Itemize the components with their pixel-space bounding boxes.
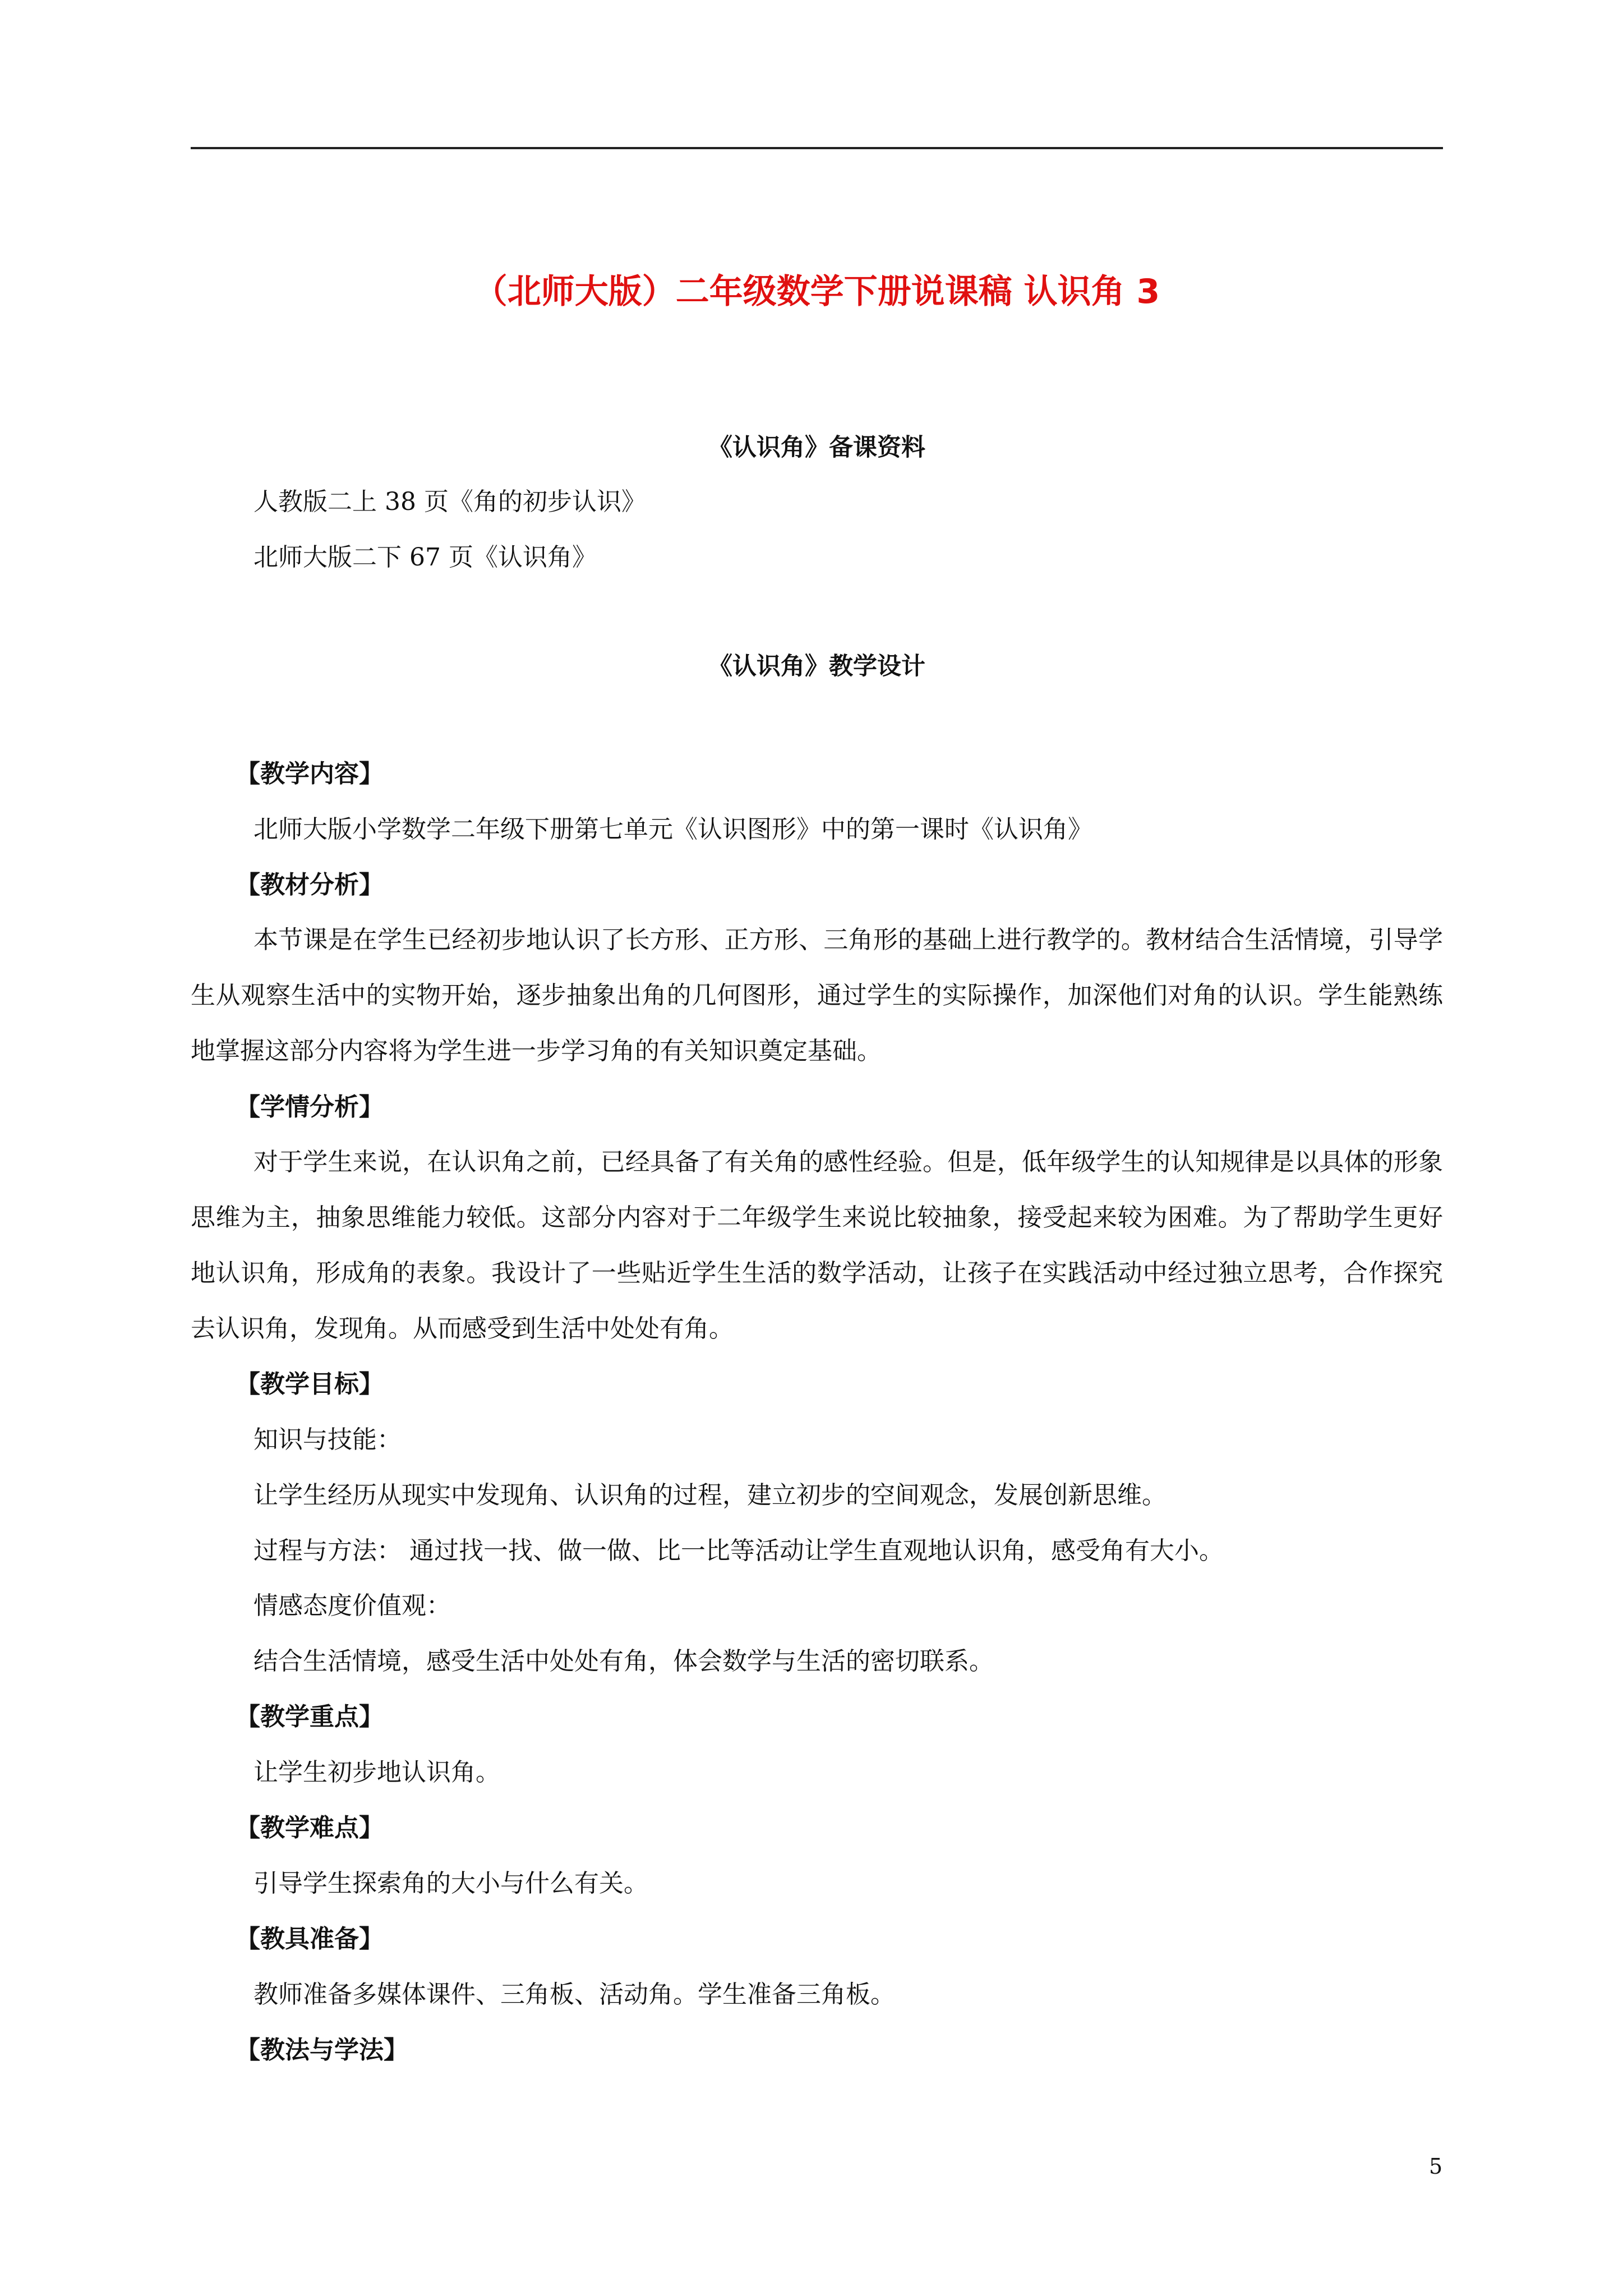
learner-paragraph: 对于学生来说，在认识角之前，已经具备了有关角的感性经验。但是，低年级学生的认知规律是以具体的形象思维为主，抽象思维能力较低。这部分内容对于二年级学生来说比较抽象，接受起来较为困难。为了帮助学生更好地认识角，形成角的表象。我设计了一些贴近学生生活的数学活动，让孩子在实践活动中经过独立思考，合作探究去认识角，发现角。从而感受到生活中处处有角。	[191, 1148, 1443, 1343]
materials-text: 教师准备多媒体课件、三角板、活动角。学生准备三角板。	[253, 1980, 895, 2009]
key-point-text: 让学生初步地认识角。	[253, 1758, 500, 1787]
section-heading-goals: 【教学目标】	[236, 1370, 384, 1398]
section-heading-key-point: 【教学重点】	[236, 1703, 384, 1731]
section-heading-learner: 【学情分析】	[236, 1093, 384, 1121]
section-heading-materials: 【教具准备】	[236, 1925, 384, 1953]
goal-line: 情感态度价值观：	[253, 1591, 451, 1620]
header-rule	[191, 147, 1443, 149]
prep-materials-heading: 《认识角》备课资料	[708, 434, 925, 462]
goal-line: 过程与方法： 通过找一找、做一做、比一比等活动让学生直观地认识角，感受角有大小。	[253, 1536, 1224, 1565]
content-text: 北师大版小学数学二年级下册第七单元《认识图形》中的第一课时《认识角》	[253, 815, 1092, 844]
goal-line: 让学生经历从现实中发现角、认识角的过程，建立初步的空间观念，发展创新思维。	[253, 1481, 1166, 1510]
goal-line: 结合生活情境，感受生活中处处有角，体会数学与生活的密切联系。	[253, 1647, 994, 1676]
teaching-design-heading: 《认识角》教学设计	[708, 652, 925, 680]
difficulty-text: 引导学生探索角的大小与什么有关。	[253, 1869, 648, 1898]
analysis-paragraph: 本节课是在学生已经初步地认识了长方形、正方形、三角形的基础上进行教学的。教材结合生活情境，引导学生从观察生活中的实物开始，逐步抽象出角的几何图形，通过学生的实际操作，加深他们对角的认识。学生能熟练地掌握这部分内容将为学生进一步学习角的有关知识奠定基础。	[191, 926, 1443, 1065]
prep-line-bnu: 北师大版二下 67 页《认识角》	[253, 543, 597, 572]
document-title: （北师大版）二年级数学下册说课稿 认识角 3	[473, 272, 1160, 311]
page-number: 5	[1429, 2154, 1443, 2179]
goal-line: 知识与技能：	[253, 1425, 402, 1454]
section-heading-analysis: 【教材分析】	[236, 871, 384, 899]
section-heading-content: 【教学内容】	[236, 760, 384, 788]
section-heading-difficulty: 【教学难点】	[236, 1814, 384, 1842]
section-heading-methods: 【教法与学法】	[236, 2036, 408, 2064]
prep-line-pep: 人教版二上 38 页《角的初步认识》	[253, 487, 646, 516]
